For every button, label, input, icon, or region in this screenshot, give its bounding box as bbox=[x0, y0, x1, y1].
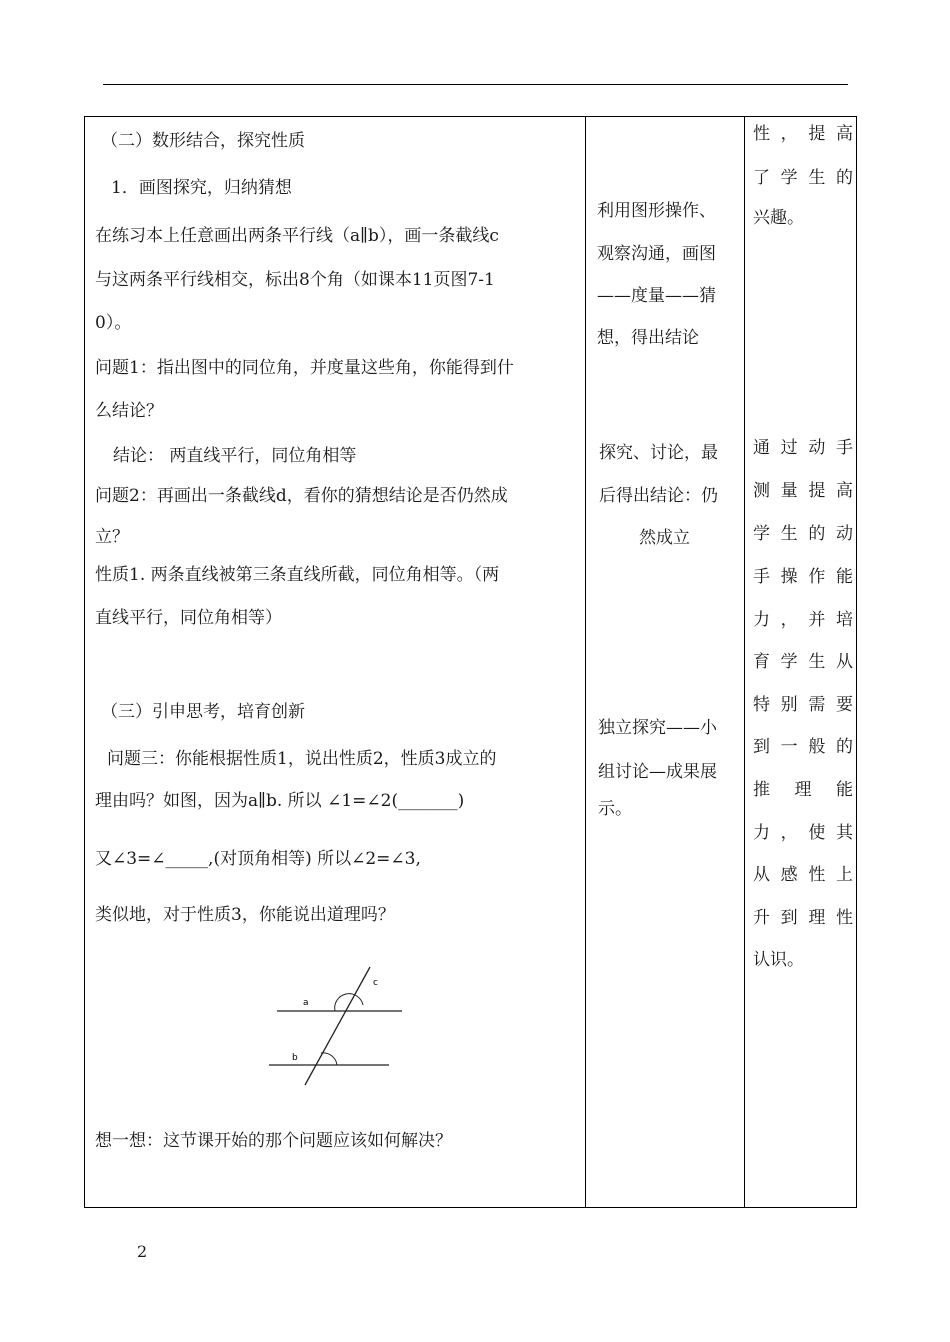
question1-line2: 么结论？ bbox=[95, 401, 163, 421]
column-divider-2 bbox=[744, 117, 745, 1207]
para1-line2: 与这两条平行线相交，标出8个角（如课本11页图7-1 bbox=[95, 270, 495, 290]
intent-line: 升到理性 bbox=[753, 908, 853, 928]
question3-line4: 类似地，对于性质3，你能说出道理吗？ bbox=[95, 905, 395, 925]
parallel-lines-figure bbox=[265, 963, 410, 1093]
intent-line: 性，提高 bbox=[753, 124, 853, 144]
question3-line2: 理由吗？如图，因为a∥b. 所以 ∠1=∠2(_______) bbox=[95, 791, 465, 811]
intent-line: 特别需要 bbox=[753, 695, 853, 715]
para1-line3: 0）。 bbox=[95, 313, 132, 333]
activity-line: 想，得出结论 bbox=[597, 328, 699, 348]
activity-line: 示。 bbox=[598, 799, 632, 819]
activity-line: ——度量——猜 bbox=[597, 286, 716, 306]
question1-line1: 问题1：指出图中的同位角，并度量这些角，你能得到什 bbox=[95, 358, 514, 378]
activity-line: 组讨论—成果展 bbox=[598, 762, 717, 782]
intent-line: 兴趣。 bbox=[753, 208, 804, 228]
intent-line: 从感性上 bbox=[753, 865, 853, 885]
transversal-c bbox=[305, 967, 370, 1085]
property1-line1: 性质1. 两条直线被第三条直线所截，同位角相等。（两 bbox=[95, 565, 500, 585]
step1-heading: 1．画图探究，归纳猜想 bbox=[111, 178, 292, 198]
label-c: c bbox=[373, 978, 378, 988]
activity-line: 探究、讨论，最 bbox=[599, 443, 718, 463]
question3-line1: 问题三：你能根据性质1，说出性质2，性质3成立的 bbox=[107, 749, 497, 769]
property1-line2: 直线平行，同位角相等） bbox=[95, 608, 282, 628]
intent-line: 学生的动 bbox=[753, 524, 853, 544]
intent-line: 力，并培 bbox=[753, 610, 853, 630]
intent-line: 推理能 bbox=[753, 780, 853, 800]
page-number: 2 bbox=[137, 1242, 148, 1261]
conclusion-text: 结论： 两直线平行，同位角相等 bbox=[113, 446, 357, 466]
activity-line: 然成立 bbox=[639, 528, 690, 548]
section3-heading: （三）引申思考，培育创新 bbox=[101, 702, 305, 722]
intent-line: 到一般的 bbox=[753, 737, 853, 757]
activity-line: 后得出结论：仍 bbox=[599, 486, 718, 506]
think-question: 想一想：这节课开始的那个问题应该如何解决？ bbox=[95, 1131, 452, 1151]
activity-line: 观察沟通，画图 bbox=[597, 244, 716, 264]
question2-line1: 问题2：再画出一条截线d，看你的猜想结论是否仍然成 bbox=[95, 486, 508, 506]
intent-line: 育学生从 bbox=[753, 652, 853, 672]
activity-line: 利用图形操作、 bbox=[597, 201, 716, 221]
intent-line: 通过动手 bbox=[753, 438, 853, 458]
intent-line: 测量提高 bbox=[753, 481, 853, 501]
intent-line: 了学生的 bbox=[753, 168, 853, 188]
intent-line: 认识。 bbox=[753, 950, 804, 970]
label-b: b bbox=[292, 1053, 298, 1063]
column-divider-1 bbox=[585, 117, 586, 1207]
lesson-table bbox=[84, 116, 857, 1208]
angle-arc-2 bbox=[321, 1053, 337, 1065]
question3-line3: 又∠3=∠_____,(对顶角相等) 所以∠2=∠3, bbox=[95, 849, 421, 869]
para1-line1: 在练习本上任意画出两条平行线（a∥b），画一条截线c bbox=[95, 226, 499, 246]
activity-line: 独立探究——小 bbox=[598, 718, 717, 738]
intent-line: 力，使其 bbox=[753, 823, 853, 843]
header-rule bbox=[103, 84, 848, 85]
angle-arc-1 bbox=[335, 994, 363, 1011]
intent-line: 手操作能 bbox=[753, 567, 853, 587]
section2-heading: （二）数形结合，探究性质 bbox=[101, 131, 305, 151]
label-a: a bbox=[303, 998, 309, 1008]
question2-line2: 立？ bbox=[95, 527, 129, 547]
